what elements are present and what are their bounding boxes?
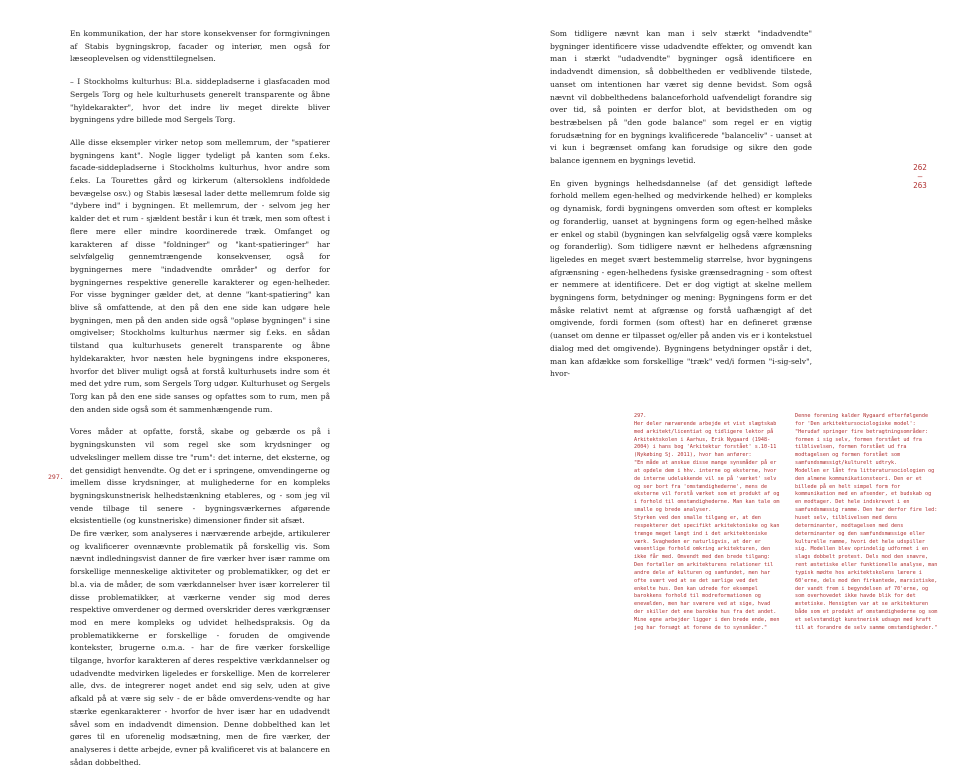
paragraph: Alle disse eksempler virker netop som mellemrum, der "spatierer bygningens kant". Nogle ligger tydeligt på kanten som f.eks. facade-siddepladserne i Stockholms kulturhus, hvor andre som f.eks. La Tourettes gård og kirkerum (altersoklens indfoldede bevægelse osv.) og Stabis læsesal lader dette mellemrum folde sig "dybere ind" i bygningen. Et mellemrum, der - selvom jeg her kalder det et rum - sjældent består i kun ét træk, men som oftest i flere mere eller mindre koordinerede træk. Omfanget og karakteren af disse "foldninger" og "kant-spatieringer" har selvfølgelig gennemtrængende konsekvenser, også for bygningernes mere "indadvendte områder" og derfor for bygningernes respektive generelle karakterer og egen-helheder. For visse bygninger gælder det, at denne "kant-spatiering" kan blive så omfattende, at den på den ene side kan udgøre hele bygningen, men på den anden side også "opløse bygningen" i sine omgivelser; Stockholms kulturhus nærmer sig f.eks. en sådan tilstand qua kulturhusets generelt transparente og åbne hyldekarakter, hvor næsten hele bygningens indre eksponeres, hvorfor det bliver muligt også at forstå kulturhusets indre som ét med det ydre rum, som Sergels Torg udgør. Kulturhuset og Sergels Torg kan på den ene side sanses og opfattes som to rum, men på den anden side også som ét sammenhængende rum. xyxy=(70,137,330,414)
right-page-text xyxy=(550,28,812,391)
paragraph: Som tidligere nævnt kan man i selv stærkt "indadvendte" bygninger identificere visse udadvendte effekter, og omvendt kan man i stærkt "udadvendte" bygninger også identificere en indadvendt dimension, så dobbeltheden er vedblivende tilstede, uanset om intentionen har været sig denne bevidst. Som også nævnt vil dobbelthedens balanceforhold uafvendeligt forandre sig over tid, så pointen er derfor blot, at bevidstheden om og bestræbelsen på "den gode balance" som regel er en vigtig forudsætning for en bygnings kvalificerede "balanceliv" - uanset at vi kun i begrænset omfang kan forudsige og sikre den gode balance igennem en bygnings levetid. xyxy=(550,29,812,166)
footnote-column-right: Denne forening kalder Nygaard efterfølgende for 'Den arkitektursociologiske model': "Herudaf springer fire betragtningsområder: formen i sig selv, formen forstået ud fra tilblivelsen, formen forstået ud fra modtagelsen og formen forstået som samfundsmæssigt/kulturelt udtryk. Modellen er lånt fra litteratursociologien og den almene kommunikationsteori. Den er et billede på en helt simpel form for kommunikation med en afsender, et budskab og en modtager. Det hele indskrevet i en samfundsmæssig ramme. Den har derfor fire led: huset selv, tilblivelsen med dens determinanter, modtagelsen med dens determinanter og den samfundsmæssige eller kulturelle ramme, hvori det hele udspiller sig. Modellen blev oprindelig udformet i en slags dobbelt protest. Dels mod den snævre, rent æstetiske eller funktionelle analyse, man typisk mødte hos arkitektskolens lærere i 60'erne, dels mod den firkantede, marxistiske, der vandt frem i begyndelsen af 70'erne, og som overhovedet ikke havde blik for det æstetiske. Hensigten var at se arkitekturen både som et produkt af omstændighederne og som et selvstændigt kunstnerisk udsagn med kraft til at forandre de selv samme omstændigheder." xyxy=(795,413,938,631)
paragraph: En kommunikation, der har store konsekvenser for formgivningen af Stabis bygningskrop, facader og interiør, men også for læseoplevelsen og vidensttilegnelsen. xyxy=(70,29,330,64)
page-number-separator: — xyxy=(917,172,923,181)
paragraph: – I Stockholms kulturhus: Bl.a. siddepladserne i glasfacaden mod Sergels Torg og hele kulturhusets generelt transparente og åbne "hyldekarakter", hvor det indre liv meget direkte bliver bygningens ydre billede mod Sergels Torg. xyxy=(70,77,330,125)
left-page-text xyxy=(70,28,330,779)
paragraph: De fire værker, som analyseres i nærværende arbejde, artikulerer og kvalificerer ovennævnte problematik på forskellig vis. Som nævnt indledningsvist danner de fire værker hver især ramme om forskellige menneskelige aktiviteter og problematikker, og det er bl.a. via de måder, de som værkdannelser hver især korrelerer til disse problematikker, at værkerne vender sig mod deres respektive omverdener og dermed overskrider deres værkgrænser mod en mere kompleks og udvidet helhedspraksis. Og da problematikkerne er forskellige - foruden de omgivende kontekster, brugerne o.m.a. - har de fire værker forskellige tilgange, hvorfor karakteren af deres respektive værkdannelser og udadvendte medvirken ligeledes er forskellige. Men de korrelerer alle, dvs. de integrerer noget andet end sig selv, uden at give afkald på at være sig selv - de er både omverdens-vendte og har stærke egenkarakterer - hvorfor de hver især har en udadvendt såvel som en indadvendt dimension. Denne dobbelthed kan let gøres til en uforenelig modsætning, men de fire værker, der analyseres i dette arbejde, evner på kvalificeret vis at balancere en sådan dobbelthed. xyxy=(70,529,330,767)
footnote-marker: 297. xyxy=(48,473,64,481)
page-number-left: 262 xyxy=(913,163,927,172)
page-numbers xyxy=(910,163,930,190)
paragraph: Vores måder at opfatte, forstå, skabe og gebærde os på i bygningskunsten vil som regel ske som krydsninger og udvekslinger mellem disse tre "rum": det interne, det eksterne, og det gensidigt henvendte. Og det er i springene, omvendingerne og imellem disse krydsninger, at mulighederne for en kompleks bygningskunstnerisk helhedstænkning etableres, og - som jeg vil vende tilbage til senere - bygningsværkernes afgørende eksistentielle (og kunstneriske) dimensioner finder sit afsæt. xyxy=(70,427,330,526)
page-number-right: 263 xyxy=(913,181,927,190)
paragraph: En given bygnings helhedsdannelse (af det gensidigt løftede forhold mellem egen-helhed og medvirkende helhed) er komplеks og dynamisk, fordi bygningens omverden som oftest er kompleks og foranderlig, uanset at bygningens form og egen-helhed måske er enkel og stabil (bygningen kan selvfølgelig også være kompleks og foranderlig). Som tidligere nævnt er helhedens afgrænsning ligeledes en meget svært bestemmelig størrelse, hvor bygningens afgrænsning - egen-helhedens fysiske grænsedragning - som oftest er nemmere at identificere. Det er dog vigtigt at skelne mellem bygningens form, betydninger og mening: Bygningens form er det måske relativt nemt at afgrænse og forstå uafhængigt af det omgivende, fordi formen (som oftest) har en defineret grænse (uanset om denne er tilpasset og/eller på anden vis er i kontekstuel dialog med det omgivende). Bygningens betydninger opstår i det, man kan afdække som forskellige "træk" ved/i formen "i-sig-selv", hvor- xyxy=(550,178,812,379)
footnote-column-left: 297. Her deler nærværende arbejde et vist slægtskab med arkitekt/licentiat og tidligere lektor på Arkitektskolen i Aarhus, Erik Nygaard (1948-2004) i hans bog 'Arkitektur forstået' s.10-11 (Nykøbing Sj. 2011), hvor han anfører: "En måde at anskue disse mange synsmåder på er at opdele dem i hhv. interne og eksterne, hvor de interne udelukkende vil se på 'værket' selv og ser bort fra 'omstændighederne', mens de eksterne vil forstå værket som et produkt af og i forhold til omstændighederne. Man kan tale om smalle og brede analyser. Styrken ved den smalle tilgang er, at den respekterer det specifikt arkitektoniske og kan trænge meget langt ind i det arkitektoniske værk. Svagheden er naturligvis, at der er væsentlige forhold omkring arkitekturen, den ikke får med. Omvendt med den brede tilgang: Den fortæller om arkitekturens relationer til andre dele af kulturen og samfundet, men har ofte svært ved at se det særlige ved det enkelte hus. Den kan udrede for eksempel barokkens forhold til modreformationen og enevælden, men har sværere ved at sige, hvad der skiller det ene barokke hus fra det andet. Mine egne arbejder ligger i den brede ende, men jeg har forsøgt at forene de to synsmåder." xyxy=(634,413,780,631)
